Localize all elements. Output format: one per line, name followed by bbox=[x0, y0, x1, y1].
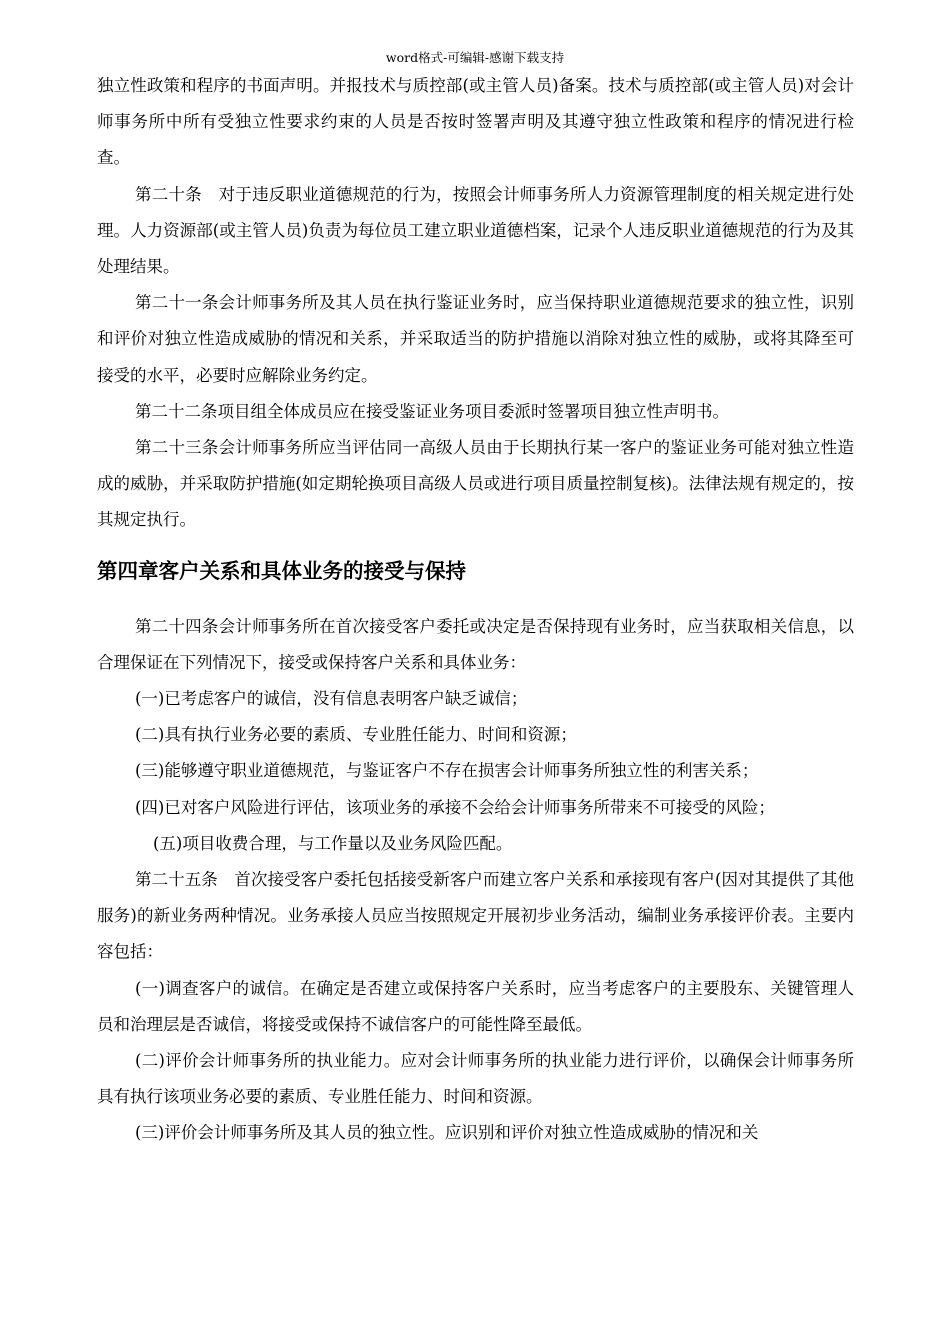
paragraph-article-25: 第二十五条 首次接受客户委托包括接受新客户而建立客户关系和承接现有客户(因对其提供了其他服务)的新业务两种情况。业务承接人员应当按照规定开展初步业务活动，编制业务承接评价表。主要内容包括： bbox=[97, 870, 854, 962]
list-item-1: (一)已考虑客户的诚信，没有信息表明客户缺乏诚信； bbox=[135, 689, 528, 709]
page-header: word格式-可编辑-感谢下载支持 bbox=[385, 50, 565, 65]
document-body bbox=[97, 68, 854, 1152]
list-item-2: (二)具有执行业务必要的素质、专业胜任能力、时间和资源； bbox=[135, 725, 577, 745]
paragraph-independence-statement: 独立性政策和程序的书面声明。并报技术与质控部(或主管人员)备案。技术与质控部(或主管人员)对会计师事务所中所有受独立性要求约束的人员是否按时签署声明及其遵守独立性政策和程序的情况进行检查。 bbox=[97, 76, 854, 168]
list-item-3: (三)能够遵守职业道德规范，与鉴证客户不存在损害会计师事务所独立性的利害关系； bbox=[135, 761, 759, 781]
sub-item-2: (二)评价会计师事务所的执业能力。应对会计师事务所的执业能力进行评价，以确保会计师事务所具有执行该项业务必要的素质、专业胜任能力、时间和资源。 bbox=[97, 1051, 854, 1107]
paragraph-article-22: 第二十二条项目组全体成员应在接受鉴证业务项目委派时签署项目独立性声明书。 bbox=[135, 401, 729, 421]
chapter-heading: 第四章客户关系和具体业务的接受与保持 bbox=[97, 558, 466, 583]
sub-item-1: (一)调查客户的诚信。在确定是否建立或保持客户关系时，应当考虑客户的主要股东、关键管理人员和治理层是否诚信，将接受或保持不诚信客户的可能性降至最低。 bbox=[97, 978, 854, 1034]
paragraph-article-21: 第二十一条会计师事务所及其人员在执行鉴证业务时，应当保持职业道德规范要求的独立性，识别和评价对独立性造成威胁的情况和关系，并采取适当的防护措施以消除对独立性的威胁，或将其降至可接受的水平，必要时应解除业务约定。 bbox=[97, 293, 854, 385]
sub-item-3: (三)评价会计师事务所及其人员的独立性。应识别和评价对独立性造成威胁的情况和关 bbox=[135, 1123, 759, 1143]
list-item-4: (四)已对客户风险进行评估，该项业务的承接不会给会计师事务所带来不可接受的风险； bbox=[135, 797, 775, 817]
paragraph-article-24: 第二十四条会计师事务所在首次接受客户委托或决定是否保持现有业务时，应当获取相关信息，以合理保证在下列情况下，接受或保持客户关系和具体业务： bbox=[97, 616, 854, 672]
list-item-5: (五)项目收费合理，与工作量以及业务风险匹配。 bbox=[153, 833, 513, 853]
paragraph-article-20: 第二十条 对于违反职业道德规范的行为，按照会计师事务所人力资源管理制度的相关规定进行处理。人力资源部(或主管人员)负责为每位员工建立职业道德档案，记录个人违反职业道德规范的行为及其处理结果。 bbox=[97, 184, 854, 277]
paragraph-article-23: 第二十三条会计师事务所应当评估同一高级人员由于长期执行某一客户的鉴证业务可能对独立性造成的威胁，并采取防护措施(如定期轮换项目高级人员或进行项目质量控制复核)。法律法规有规定的，按其规定执行。 bbox=[97, 438, 854, 530]
